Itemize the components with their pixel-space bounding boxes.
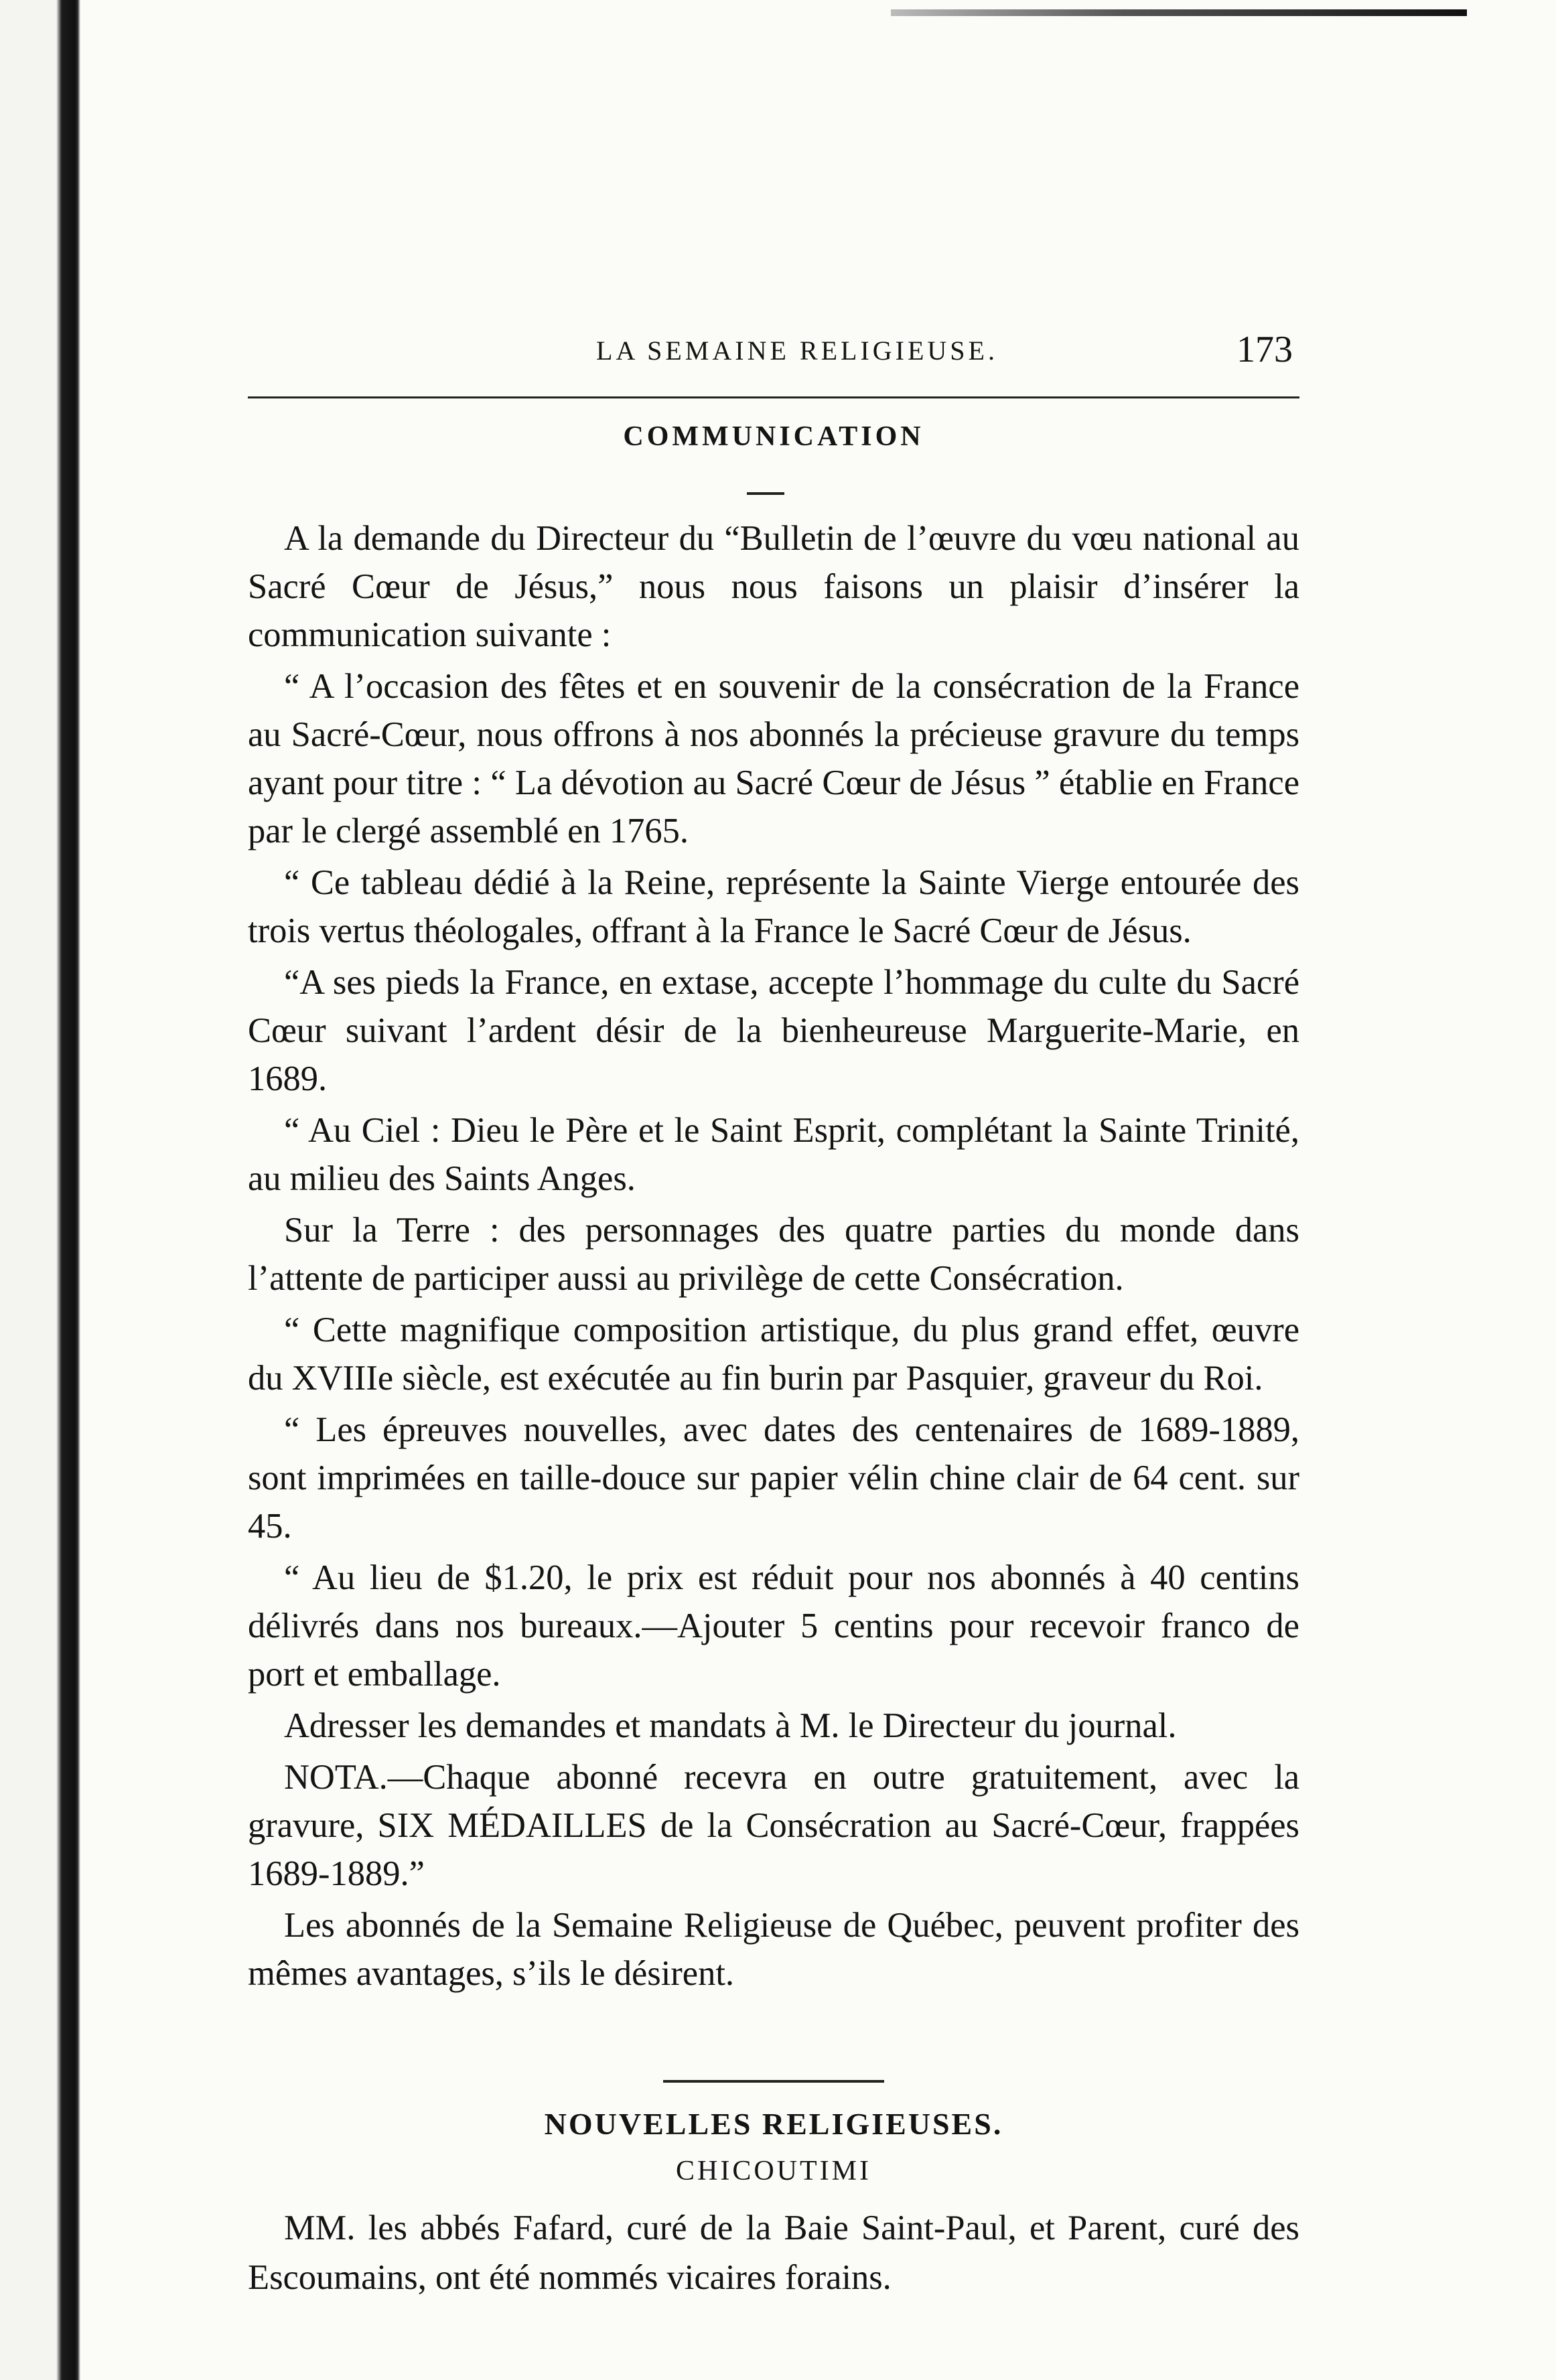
page-number: 173 [1236, 329, 1293, 370]
paragraph: “ A l’occasion des fêtes et en souvenir de la consécration de la France au Sacré-Cœur, nous offrons à nos abonnés la précieuse gravure du temps ayant pour titre : “ La dévotion au Sacré Cœur de Jésus ” établie en France par le clergé assemblé en 1765. [248, 667, 1299, 850]
news-title: NOUVELLES RELIGIEUSES. [544, 2107, 1003, 2141]
paragraph: Sur la Terre : des personnages des quatre parties du monde dans l’attente de participer aussi au privilège de cette Consécration. [248, 1211, 1299, 1298]
paragraph: “ Au lieu de $1.20, le prix est réduit pour nos abonnés à 40 centins délivrés dans nos bureaux.—Ajouter 5 centins pour recevoir franco de port et emballage. [248, 1558, 1299, 1694]
paragraph: Les abonnés de la Semaine Religieuse de Québec, peuvent profiter des mêmes avantages, s’ils le désirent. [248, 1906, 1299, 1993]
paragraph: “ Au Ciel : Dieu le Père et le Saint Esprit, complétant la Sainte Trinité, au milieu des Saints Anges. [248, 1111, 1299, 1198]
news-subtitle: CHICOUTIMI [676, 2156, 871, 2186]
top-scan-rule [891, 9, 1467, 16]
communication-title: COMMUNICATION [623, 421, 924, 452]
paragraph: “ Ce tableau dédié à la Reine, représente la Sainte Vierge entourée des trois vertus théologales, offrant à la France le Sacré Cœur de Jésus. [248, 863, 1299, 950]
paragraph: Adresser les demandes et mandats à M. le Directeur du journal. [284, 1706, 1177, 1745]
paragraph: NOTA.—Chaque abonné recevra en outre gratuitement, avec la gravure, SIX MÉDAILLES de la Consécration au Sacré-Cœur, frappées 1689-1889.” [248, 1758, 1299, 1893]
paragraph: “ Cette magnifique composition artistique, du plus grand effet, œuvre du XVIIIe siècle, est exécutée au fin burin par Pasquier, graveur du Roi. [248, 1311, 1299, 1398]
header-rule [248, 396, 1299, 398]
communication-body [248, 514, 1299, 1998]
paragraph: A la demande du Directeur du “Bulletin de l’œuvre du vœu national au Sacré Cœur de Jésus,” nous nous faisons un plaisir d’insérer la communication suivante : [248, 519, 1299, 654]
paragraph: “ Les épreuves nouvelles, avec dates des centenaires de 1689-1889, sont imprimées en taille-douce sur papier vélin chine clair de 64 cent. sur 45. [248, 1410, 1299, 1546]
paragraph: “A ses pieds la France, en extase, accepte l’hommage du culte du Sacré Cœur suivant l’ardent désir de la bienheureuse Marguerite-Marie, en 1689. [248, 963, 1299, 1098]
paragraph: MM. les abbés Fafard, curé de la Baie Saint-Paul, et Parent, curé des Escoumains, ont été nommés vicaires forains. [248, 2209, 1299, 2297]
running-title: LA SEMAINE RELIGIEUSE. [596, 336, 998, 366]
book-spine-edge [0, 0, 80, 2380]
page-header [248, 329, 1299, 395]
title-dash [747, 492, 784, 495]
news-body [248, 2203, 1299, 2302]
section-divider [663, 2080, 884, 2083]
